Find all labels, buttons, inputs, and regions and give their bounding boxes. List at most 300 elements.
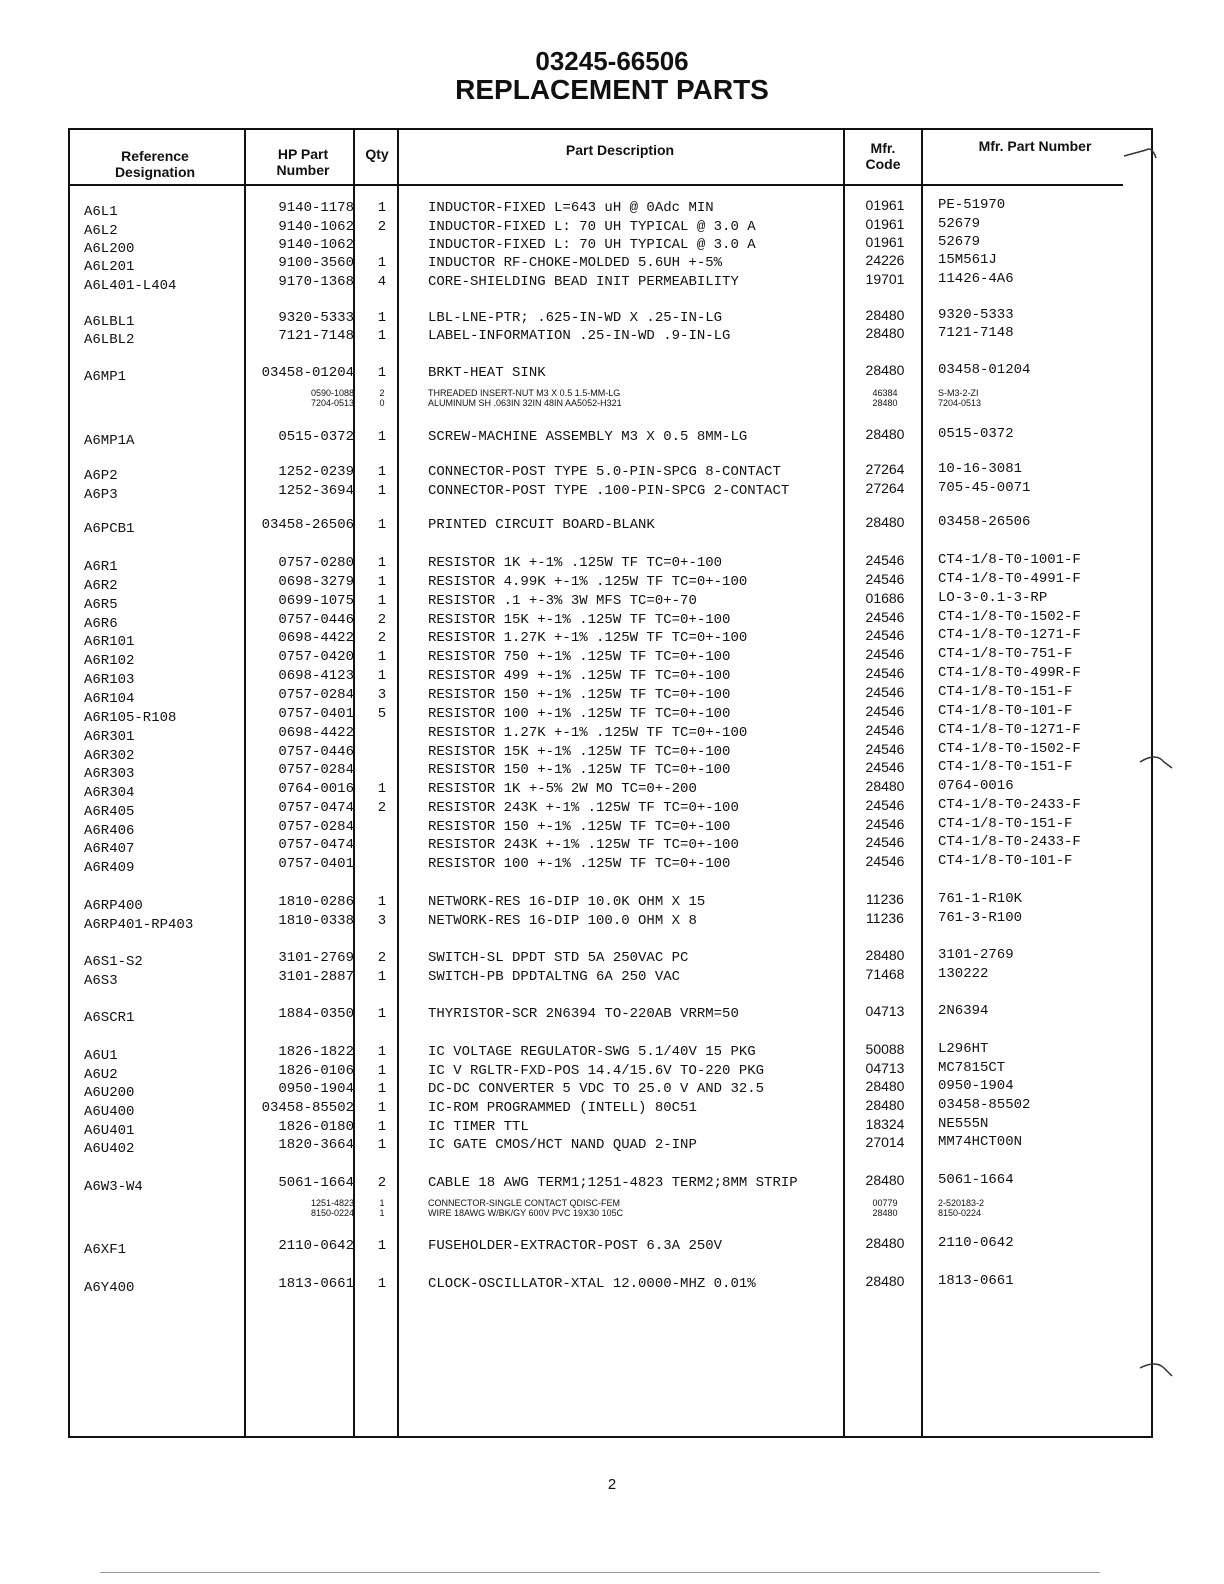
table-row (0, 1043, 1224, 1062)
quantity: 1 (377, 781, 387, 797)
reference-designation: A6MP1A (84, 433, 135, 449)
quantity: 3 (377, 913, 387, 929)
mfr-part-number: CT4-1/8-T0-101-F (938, 703, 1073, 719)
quantity: 1 (377, 1100, 387, 1116)
part-description: RESISTOR 150 +-1% .125W TF TC=0+-100 (428, 762, 731, 778)
table-row (0, 254, 1224, 273)
reference-designation: A6R6 (84, 616, 118, 632)
part-description: CONNECTOR-SINGLE CONTACT QDISC-FEM (428, 1198, 621, 1208)
reference-designation: A6XF1 (84, 1242, 127, 1258)
mfr-part-number: 5061-1664 (938, 1172, 1014, 1188)
hp-part-number: 0757-0446 (278, 744, 354, 760)
part-description: CONNECTOR-POST TYPE .100-PIN-SPCG 2-CONTACT (428, 483, 790, 499)
hp-part-number: 0757-0420 (278, 649, 354, 665)
quantity: 5 (377, 706, 387, 722)
hp-part-number: 3101-2887 (278, 969, 354, 985)
part-description: INDUCTOR RF-CHOKE-MOLDED 5.6UH +-5% (428, 255, 723, 271)
header-divider (68, 184, 1123, 186)
mfr-code: 50088 (865, 1041, 905, 1057)
mfr-part-number: 03458-85502 (938, 1097, 1031, 1113)
mfr-part-number: 761-3-R100 (938, 910, 1023, 926)
hp-part-number: 1810-0286 (278, 894, 354, 910)
quantity: 1 (377, 1006, 387, 1022)
mfr-code: 28480 (865, 1273, 905, 1289)
quantity: 1 (377, 365, 387, 381)
mfr-code: 01961 (865, 197, 905, 213)
part-description: RESISTOR 1K +-5% 2W MO TC=0+-200 (428, 781, 697, 797)
quantity: 1 (377, 894, 387, 910)
mfr-part-number: CT4-1/8-T0-1502-F (938, 741, 1081, 757)
mfr-code: 28480 (865, 426, 905, 442)
quantity: 1 (377, 483, 387, 499)
hp-part-number: 1826-0106 (278, 1063, 354, 1079)
mfr-part-number: CT4-1/8-T0-499R-F (938, 665, 1081, 681)
mfr-part-number: CT4-1/8-T0-101-F (938, 853, 1073, 869)
mfr-code: 28480 (872, 398, 898, 408)
hp-part-number: 1251-4823 (310, 1198, 354, 1208)
mfr-code: 28480 (865, 514, 905, 530)
quantity: 2 (377, 219, 387, 235)
hp-part-number: 0757-0284 (278, 687, 354, 703)
part-description: RESISTOR 1.27K +-1% .125W TF TC=0+-100 (428, 630, 748, 646)
mfr-code: 24546 (865, 684, 905, 700)
mfr-code: 27264 (865, 461, 905, 477)
hp-part-number: 0590-1088 (310, 388, 354, 398)
table-row (0, 428, 1224, 447)
quantity: 2 (377, 612, 387, 628)
mfr-code: 46384 (872, 388, 898, 398)
part-description: PRINTED CIRCUIT BOARD-BLANK (428, 517, 655, 533)
mfr-code: 24546 (865, 552, 905, 568)
table-row (0, 949, 1224, 968)
part-description: THYRISTOR-SCR 2N6394 TO-220AB VRRM=50 (428, 1006, 739, 1022)
mfr-code: 28480 (872, 1208, 898, 1218)
reference-designation: A6R405 (84, 804, 135, 820)
table-row (0, 893, 1224, 912)
index-tab-mark (1122, 136, 1162, 166)
reference-designation: A6S1-S2 (84, 954, 143, 970)
header-mfr-part: Mfr. Part Number (978, 138, 1092, 154)
mfr-part-number: 761-1-R10K (938, 891, 1023, 907)
table-row (0, 855, 1224, 874)
mfr-part-number: 0515-0372 (938, 426, 1014, 442)
hp-part-number: 7204-0513 (310, 398, 354, 408)
header-reference: Reference Designation (114, 148, 196, 180)
part-description: SWITCH-SL DPDT STD 5A 250VAC PC (428, 950, 689, 966)
reference-designation: A6R5 (84, 597, 118, 613)
hp-part-number: 0757-0284 (278, 762, 354, 778)
quantity: 1 (377, 555, 387, 571)
mfr-part-number: CT4-1/8-T0-1001-F (938, 552, 1081, 568)
mfr-code: 19701 (865, 271, 905, 287)
quantity: 1 (377, 200, 387, 216)
hp-part-number: 9140-1062 (278, 237, 354, 253)
mfr-part-number: CT4-1/8-T0-2433-F (938, 834, 1081, 850)
part-description: CLOCK-OSCILLATOR-XTAL 12.0000-MHZ 0.01% (428, 1276, 756, 1292)
mfr-part-number: 15M561J (938, 252, 997, 268)
part-description: RESISTOR 1.27K +-1% .125W TF TC=0+-100 (428, 725, 748, 741)
mfr-part-number: CT4-1/8-T0-151-F (938, 759, 1073, 775)
hp-part-number: 1884-0350 (278, 1006, 354, 1022)
mfr-part-number: LO-3-0.1-3-RP (938, 590, 1048, 606)
hp-part-number: 3101-2769 (278, 950, 354, 966)
reference-designation: A6U401 (84, 1123, 135, 1139)
hp-part-number: 2110-0642 (278, 1238, 354, 1254)
part-description: SWITCH-PB DPDTALTNG 6A 250 VAC (428, 969, 681, 985)
quantity: 2 (377, 630, 387, 646)
reference-designation: A6P2 (84, 468, 118, 484)
quantity: 1 (377, 1238, 387, 1254)
hp-part-number: 0950-1904 (278, 1081, 354, 1097)
mfr-part-number: 130222 (938, 966, 989, 982)
quantity: 2 (379, 388, 385, 398)
part-description: IC V RGLTR-FXD-POS 14.4/15.6V TO-220 PKG (428, 1063, 765, 1079)
table-row (0, 968, 1224, 987)
reference-designation: A6R304 (84, 785, 135, 801)
mfr-part-number: 10-16-3081 (938, 461, 1023, 477)
table-row (0, 309, 1224, 328)
part-description: NETWORK-RES 16-DIP 10.0K OHM X 15 (428, 894, 706, 910)
part-description: THREADED INSERT-NUT M3 X 0.5 1.5-MM-LG (428, 388, 621, 398)
mfr-code: 28480 (865, 1078, 905, 1094)
reference-designation: A6L1 (84, 204, 118, 220)
hp-part-number: 0757-0446 (278, 612, 354, 628)
mfr-part-number: 7204-0513 (938, 398, 982, 408)
reference-designation: A6R301 (84, 729, 135, 745)
reference-designation: A6SCR1 (84, 1010, 135, 1026)
reference-designation: A6Y400 (84, 1280, 135, 1296)
mfr-part-number: 03458-01204 (938, 362, 1031, 378)
reference-designation: A6R103 (84, 672, 135, 688)
mfr-code: 11236 (866, 910, 904, 926)
hp-part-number: 1252-0239 (278, 464, 354, 480)
quantity: 1 (377, 1044, 387, 1060)
mfr-part-number: 11426-4A6 (938, 271, 1014, 287)
part-description: DC-DC CONVERTER 5 VDC TO 25.0 V AND 32.5 (428, 1081, 765, 1097)
mfr-part-number: CT4-1/8-T0-1502-F (938, 609, 1081, 625)
reference-designation: A6R1 (84, 559, 118, 575)
hp-part-number: 8150-0224 (310, 1208, 354, 1218)
hp-part-number: 5061-1664 (278, 1175, 354, 1191)
quantity: 2 (377, 800, 387, 816)
part-description: RESISTOR 100 +-1% .125W TF TC=0+-100 (428, 706, 731, 722)
part-description: CONNECTOR-POST TYPE 5.0-PIN-SPCG 8-CONTACT (428, 464, 781, 480)
hp-part-number: 0757-0474 (278, 837, 354, 853)
mfr-code: 24546 (865, 703, 905, 719)
mfr-part-number: L296HT (938, 1041, 989, 1057)
table-row (0, 761, 1224, 780)
reference-designation: A6W3-W4 (84, 1179, 143, 1195)
part-description: RESISTOR 150 +-1% .125W TF TC=0+-100 (428, 687, 731, 703)
part-description: BRKT-HEAT SINK (428, 365, 546, 381)
reference-designation: A6U200 (84, 1085, 135, 1101)
quantity: 1 (377, 328, 387, 344)
mfr-code: 24546 (865, 853, 905, 869)
mfr-part-number: NE555N (938, 1116, 989, 1132)
mfr-code: 24546 (865, 609, 905, 625)
part-description: RESISTOR 243K +-1% .125W TF TC=0+-100 (428, 837, 739, 853)
table-row (0, 482, 1224, 501)
header-qty: Qty (365, 146, 389, 162)
part-description: RESISTOR 4.99K +-1% .125W TF TC=0+-100 (428, 574, 748, 590)
document-part-number: 03245-66506 (535, 46, 689, 76)
table-row (0, 327, 1224, 346)
hp-part-number: 9170-1368 (278, 274, 354, 290)
quantity: 1 (377, 255, 387, 271)
table-row (0, 218, 1224, 237)
reference-designation: A6LBL2 (84, 332, 135, 348)
hp-part-number: 9140-1178 (278, 200, 354, 216)
hp-part-number: 9100-3560 (278, 255, 354, 271)
mfr-part-number: 8150-0224 (938, 1208, 982, 1218)
reference-designation: A6R407 (84, 841, 135, 857)
reference-designation: A6LBL1 (84, 314, 135, 330)
quantity: 2 (377, 1175, 387, 1191)
mfr-code: 24546 (865, 797, 905, 813)
reference-designation: A6RP400 (84, 898, 143, 914)
hp-part-number: 9320-5333 (278, 310, 354, 326)
part-description: RESISTOR 243K +-1% .125W TF TC=0+-100 (428, 800, 739, 816)
reference-designation: A6R102 (84, 653, 135, 669)
mfr-part-number: CT4-1/8-T0-151-F (938, 684, 1073, 700)
mfr-part-number: 2110-0642 (938, 1235, 1014, 1251)
hp-part-number: 0698-4422 (278, 630, 354, 646)
part-description: RESISTOR 15K +-1% .125W TF TC=0+-100 (428, 612, 731, 628)
hp-part-number: 0699-1075 (278, 593, 354, 609)
table-row (0, 273, 1224, 292)
hp-part-number: 03458-85502 (261, 1100, 354, 1116)
hp-part-number: 0515-0372 (278, 429, 354, 445)
mfr-part-number: S-M3-2-ZI (938, 388, 979, 398)
table-row (0, 912, 1224, 931)
mfr-part-number: 1813-0661 (938, 1273, 1014, 1289)
table-row (0, 398, 1224, 409)
hp-part-number: 0757-0474 (278, 800, 354, 816)
mfr-part-number: MC7815CT (938, 1060, 1006, 1076)
part-description: FUSEHOLDER-EXTRACTOR-POST 6.3A 250V (428, 1238, 723, 1254)
part-description: RESISTOR 150 +-1% .125W TF TC=0+-100 (428, 819, 731, 835)
mfr-code: 24546 (865, 646, 905, 662)
reference-designation: A6L2 (84, 223, 118, 239)
mfr-code: 24226 (865, 252, 905, 268)
table-row (0, 463, 1224, 482)
quantity: 1 (377, 668, 387, 684)
header-description: Part Description (565, 142, 675, 158)
reference-designation: A6R302 (84, 748, 135, 764)
index-tab-mark (1138, 1354, 1178, 1384)
part-description: LBL-LNE-PTR; .625-IN-WD X .25-IN-LG (428, 310, 723, 326)
reference-designation: A6L201 (84, 259, 135, 275)
reference-designation: A6R101 (84, 634, 135, 650)
reference-designation: A6R409 (84, 860, 135, 876)
mfr-code: 00779 (872, 1198, 898, 1208)
mfr-code: 01961 (865, 234, 905, 250)
mfr-part-number: 2N6394 (938, 1003, 989, 1019)
mfr-part-number: 52679 (938, 216, 981, 232)
reference-designation: A6U2 (84, 1067, 118, 1083)
mfr-code: 24546 (865, 741, 905, 757)
quantity: 1 (377, 1137, 387, 1153)
mfr-code: 28480 (865, 778, 905, 794)
mfr-part-number: CT4-1/8-T0-1271-F (938, 627, 1081, 643)
mfr-code: 28480 (865, 1172, 905, 1188)
mfr-code: 71468 (865, 966, 905, 982)
quantity: 1 (377, 517, 387, 533)
page-scan-edge (100, 1572, 1100, 1573)
mfr-code: 04713 (865, 1060, 905, 1076)
mfr-part-number: 2-520183-2 (938, 1198, 985, 1208)
reference-designation: A6L401-L404 (84, 278, 177, 294)
mfr-code: 24546 (865, 759, 905, 775)
hp-part-number: 1826-0180 (278, 1119, 354, 1135)
quantity: 1 (377, 969, 387, 985)
mfr-code: 01686 (865, 590, 905, 606)
quantity: 1 (377, 574, 387, 590)
hp-part-number: 0757-0401 (278, 856, 354, 872)
mfr-code: 28480 (865, 1097, 905, 1113)
part-description: LABEL-INFORMATION .25-IN-WD .9-IN-LG (428, 328, 731, 344)
part-description: RESISTOR 1K +-1% .125W TF TC=0+-100 (428, 555, 723, 571)
quantity: 1 (377, 1276, 387, 1292)
header-mfr-code: Mfr. Code (865, 140, 901, 172)
reference-designation: A6R406 (84, 823, 135, 839)
hp-part-number: 1810-0338 (278, 913, 354, 929)
part-description: INDUCTOR-FIXED L: 70 UH TYPICAL @ 3.0 A (428, 219, 756, 235)
table-row (0, 1174, 1224, 1193)
quantity: 1 (379, 1208, 385, 1218)
mfr-code: 24546 (865, 816, 905, 832)
index-tab-mark (1138, 746, 1178, 776)
quantity: 0 (379, 398, 385, 408)
page-number: 2 (607, 1476, 617, 1493)
document-heading: REPLACEMENT PARTS (455, 74, 769, 105)
reference-designation: A6S3 (84, 973, 118, 989)
part-description: INDUCTOR-FIXED L: 70 UH TYPICAL @ 3.0 A (428, 237, 756, 253)
mfr-code: 04713 (865, 1003, 905, 1019)
table-row (0, 1080, 1224, 1099)
quantity: 4 (377, 274, 387, 290)
mfr-part-number: MM74HCT00N (938, 1134, 1023, 1150)
part-description: INDUCTOR-FIXED L=643 uH @ 0Adc MIN (428, 200, 714, 216)
table-row (0, 1099, 1224, 1118)
mfr-part-number: CT4-1/8-T0-151-F (938, 816, 1073, 832)
table-row (0, 1136, 1224, 1155)
hp-part-number: 9140-1062 (278, 219, 354, 235)
reference-designation: A6MP1 (84, 369, 127, 385)
hp-part-number: 1826-1822 (278, 1044, 354, 1060)
part-description: RESISTOR .1 +-3% 3W MFS TC=0+-70 (428, 593, 697, 609)
quantity: 1 (377, 1081, 387, 1097)
hp-part-number: 0757-0284 (278, 819, 354, 835)
hp-part-number: 0698-4123 (278, 668, 354, 684)
mfr-part-number: 7121-7148 (938, 325, 1014, 341)
mfr-part-number: 52679 (938, 234, 981, 250)
hp-part-number: 0698-4422 (278, 725, 354, 741)
part-description: IC-ROM PROGRAMMED (INTELL) 80C51 (428, 1100, 697, 1116)
table-row (0, 1237, 1224, 1256)
quantity: 2 (377, 950, 387, 966)
hp-part-number: 03458-01204 (261, 365, 354, 381)
part-description: IC TIMER TTL (428, 1119, 529, 1135)
part-description: CABLE 18 AWG TERM1;1251-4823 TERM2;8MM STRIP (428, 1175, 798, 1191)
quantity: 1 (377, 310, 387, 326)
mfr-part-number: CT4-1/8-T0-4991-F (938, 571, 1081, 587)
table-row (0, 1208, 1224, 1219)
part-description: ALUMINUM SH .063IN 32IN 48IN AA5052-H321 (428, 398, 622, 408)
reference-designation: A6P3 (84, 487, 118, 503)
mfr-part-number: 0950-1904 (938, 1078, 1014, 1094)
hp-part-number: 1820-3664 (278, 1137, 354, 1153)
quantity: 1 (377, 1063, 387, 1079)
quantity: 1 (377, 429, 387, 445)
table-row (0, 236, 1224, 255)
reference-designation: A6R104 (84, 691, 135, 707)
mfr-code: 24546 (865, 834, 905, 850)
quantity: 1 (377, 1119, 387, 1135)
table-row (0, 1005, 1224, 1024)
mfr-code: 01961 (865, 216, 905, 232)
part-description: CORE-SHIELDING BEAD INIT PERMEABILITY (428, 274, 739, 290)
table-row (0, 1275, 1224, 1294)
reference-designation: A6R303 (84, 766, 135, 782)
reference-designation: A6R2 (84, 578, 118, 594)
part-description: IC GATE CMOS/HCT NAND QUAD 2-INP (428, 1137, 697, 1153)
mfr-code: 11236 (866, 891, 904, 907)
mfr-code: 28480 (865, 947, 905, 963)
part-description: IC VOLTAGE REGULATOR-SWG 5.1/40V 15 PKG (428, 1044, 756, 1060)
part-description: SCREW-MACHINE ASSEMBLY M3 X 0.5 8MM-LG (428, 429, 748, 445)
reference-designation: A6U400 (84, 1104, 135, 1120)
mfr-part-number: 705-45-0071 (938, 480, 1031, 496)
mfr-part-number: CT4-1/8-T0-1271-F (938, 722, 1081, 738)
hp-part-number: 03458-26506 (261, 517, 354, 533)
part-description: RESISTOR 750 +-1% .125W TF TC=0+-100 (428, 649, 731, 665)
mfr-part-number: 9320-5333 (938, 307, 1014, 323)
mfr-code: 28480 (865, 325, 905, 341)
mfr-code: 24546 (865, 722, 905, 738)
reference-designation: A6U402 (84, 1141, 135, 1157)
mfr-part-number: 03458-26506 (938, 514, 1031, 530)
part-description: RESISTOR 499 +-1% .125W TF TC=0+-100 (428, 668, 731, 684)
part-description: NETWORK-RES 16-DIP 100.0 OHM X 8 (428, 913, 697, 929)
mfr-code: 28480 (865, 362, 905, 378)
hp-part-number: 0698-3279 (278, 574, 354, 590)
table-row (0, 1118, 1224, 1137)
mfr-part-number: 3101-2769 (938, 947, 1014, 963)
mfr-code: 28480 (865, 307, 905, 323)
mfr-part-number: CT4-1/8-T0-2433-F (938, 797, 1081, 813)
table-row (0, 516, 1224, 535)
reference-designation: A6PCB1 (84, 521, 135, 537)
table-row (0, 1062, 1224, 1081)
mfr-part-number: PE-51970 (938, 197, 1006, 213)
quantity: 3 (377, 687, 387, 703)
reference-designation: A6L200 (84, 241, 135, 257)
part-description: WIRE 18AWG W/BK/GY 600V PVC 19X30 105C (428, 1208, 624, 1218)
quantity: 1 (377, 649, 387, 665)
reference-designation: A6R105-R108 (84, 710, 177, 726)
quantity: 1 (377, 593, 387, 609)
mfr-code: 18324 (865, 1116, 905, 1132)
table-row (0, 364, 1224, 383)
part-description: RESISTOR 15K +-1% .125W TF TC=0+-100 (428, 744, 731, 760)
quantity: 1 (379, 1198, 385, 1208)
mfr-code: 24546 (865, 627, 905, 643)
quantity: 1 (377, 464, 387, 480)
hp-part-number: 0757-0280 (278, 555, 354, 571)
mfr-part-number: 0764-0016 (938, 778, 1014, 794)
mfr-code: 24546 (865, 665, 905, 681)
